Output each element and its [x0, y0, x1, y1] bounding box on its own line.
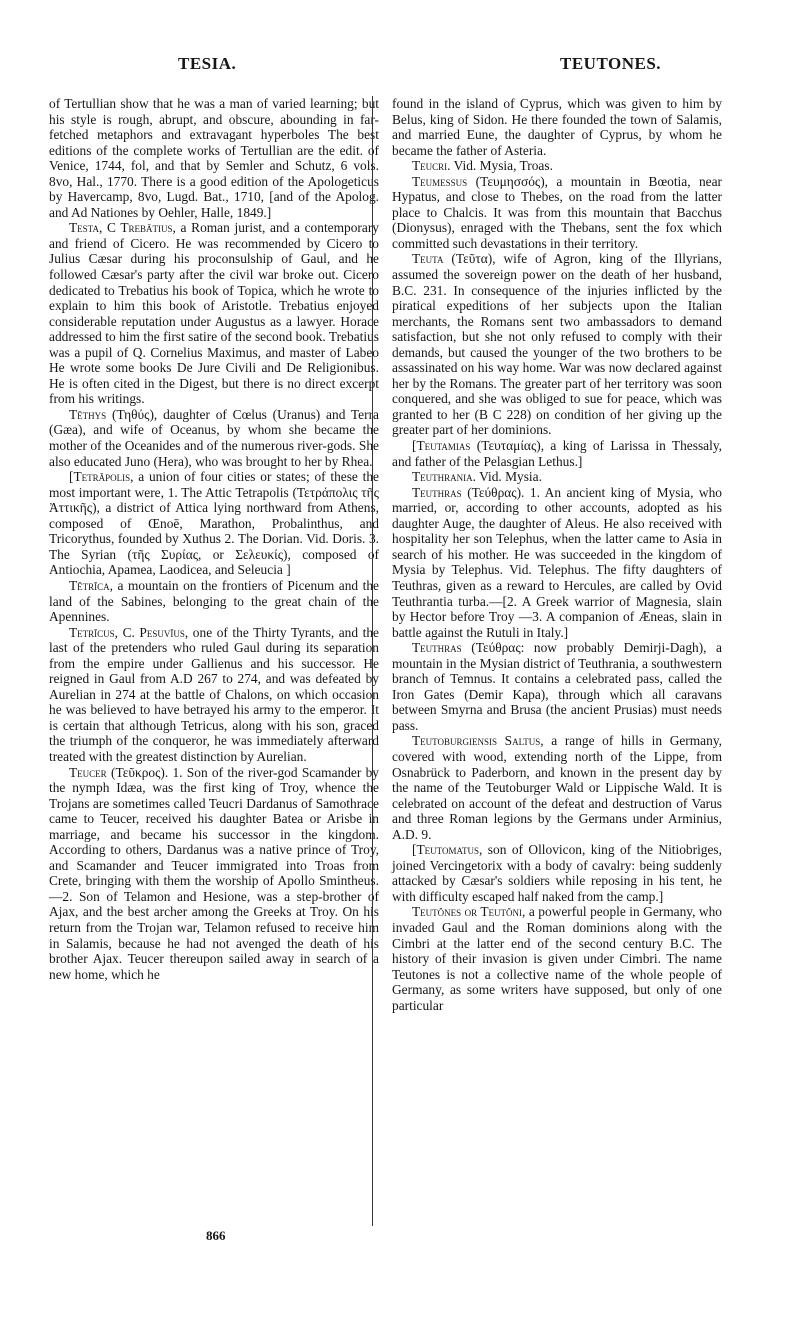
entry-text: (Τηθύς), daughter of Cœlus (Uranus) and Terra (Gæa), and wife of Oceanus, by whom she became the mother of the Oceanides and of the numerous river-gods. She also educated Juno (Hera), who was brought to her by Rhea. — [49, 406, 379, 469]
entry-text: (Τεύθρας). 1. An ancient king of Mysia, who married, or, according to other accounts, adopted as his daughter Auge, the daughter of Aleus. He also received with hospitality her son Telephus, when the latter came to Asia in search of his mother. He was succeeded in the kingdom of Mysia by Telephus. Vid. Telephus. The fifty daughters of Teuthras, given as a reward to Hercules, are called by Ovid Teuthrantia turba.—[2. A Greek warrior of Magnesia, slain by Hector before Troy —3. A companion of Æneas, slain in battle against the Rutuli in Italy.] — [392, 484, 722, 640]
entry-headword: Teutŏnes or Teutŏni, — [412, 904, 526, 920]
entry-text: Vid. Mysia, Troas. — [453, 158, 553, 174]
running-head-right: TEUTONES. — [560, 54, 662, 73]
entry-headword: Tetrĭcus, C. Pesuvĭus, — [69, 624, 189, 640]
entry — [392, 733, 722, 842]
right-column — [392, 96, 722, 1013]
entry — [392, 842, 722, 904]
entry-headword: Teuthras — [412, 640, 462, 656]
entry — [392, 469, 722, 485]
entry — [392, 640, 722, 733]
entry-text: (Τεῦτα), wife of Agron, king of the Illyrians, assumed the sovereign power on the death of her husband, B.C. 231. In consequence of the injuries inflicted by the piratical expeditions of her subjects upon the Italian merchants, the Romans sent two ambassadors to demand satisfaction, but she not only refused to comply with their demands, but caused the younger of the two brothers to be assassinated on his way home. War was now declared against her by the Romans. The greater part of her territory was soon conquered, and she was obliged to sue for peace, which was granted to her (B C 228) on condition of her giving up the greater part of her dominions. — [392, 251, 722, 438]
entry-headword: Teuthras — [412, 484, 462, 500]
entry — [392, 438, 722, 469]
entry-headword: Teucer — [69, 764, 107, 780]
entry-headword: Tĕtrĭca, — [69, 577, 114, 593]
entry-text: found in the island of Cyprus, which was given to him by Belus, king of Sidon. He there founded the town of Salamis, and married Eune, the daughter of Cyprus, by whom he became the father of Asteria. — [392, 96, 722, 158]
running-head-left: TESIA. — [178, 54, 237, 73]
entry — [49, 469, 379, 578]
entry — [392, 251, 722, 438]
entry-text: (Τευταμίας), a king of Larissa in Thessaly, and father of the Pelasgian Lethus.] — [392, 438, 722, 469]
entry — [392, 174, 722, 252]
entry-text: a powerful people in Germany, who invaded Gaul and the Roman dominions along with the Cimbri at the latter end of the second century B.C. The history of their invasion is given under Cimbri. The name Teutones is not a collective name of the whole people of Germany, as some writers have supposed, but only of one particular — [392, 904, 722, 1013]
entry — [392, 158, 722, 174]
entry-text: a Roman jurist, and a contemporary and friend of Cicero. He was recommended by Cicero to Julius Cæsar during his proconsulship of Gaul, and he followed Cæsar's party after the civil war broke out. Cicero dedicated to Trebatius his book of Topica, which he wrote to explain to him this book of Aristotle. Trebatius enjoyed considerable reputation under Augustus as a lawyer. Horace addressed to him the first satire of the second book. Trebatius was a pupil of Q. Cornelius Maximus, and master of Labeo He wrote some books De Jure Civili and De Religionibus. He is often cited in the Digest, but there is no direct excerpt from his writings. — [49, 220, 379, 407]
entry-headword: Tēthys — [69, 406, 107, 422]
entry-text: (Τεύθρας: now probably Demirji-Dagh), a mountain in the Mysian district of Teuthrania, a southwestern branch of Temnus. It contains a celebrated pass, called the Iron Gates (Demir Kapa), through which all caravans between Smyrna and Brusa (the ancient Prusias) must needs pass. — [392, 640, 722, 733]
entry — [392, 904, 722, 1013]
entry — [392, 485, 722, 640]
entry-text: Vid. Mysia. — [479, 469, 542, 485]
entry — [49, 220, 379, 407]
entry-text: of Tertullian show that he was a man of varied learning; but his style is rough, abrupt, and obscure, abounding in far-fetched metaphors and extravagant hyperboles The best editions of the complete works of Tertullian are the edit. of Venice, 1744, fol, and that by Semler and Schutz, 6 vols. 8vo, Hal., 1770. There is a good edition of the Apologeticus by Havercamp, 8vo, Lugd. Bat., 1710, [and of the Apolog. and Ad Nationes by Oehler, Halle, 1849.] — [49, 96, 379, 220]
entry-text: (Τευμησσός), a mountain in Bœotia, near Hypatus, and close to Thebes, on the road from the latter place to Chalcis. It was from this mountain that Bacchus (Dionysus), enraged with the Thebans, sent the fox which committed such devastations in their territory. — [392, 173, 722, 251]
entry — [49, 407, 379, 469]
entry — [49, 578, 379, 625]
entry-text: one of the Thirty Tyrants, and the last of the pretenders who ruled Gaul during its separation from the empire under Gallienus and his successor. He reigned in Gaul from A.D 267 to 274, and was defeated by Aurelian in 274 at the battle of Chalons, on which occasion he was believed to have betrayed his army to the emperor. It is certain that although Tetricus, along with his son, graced the triumph of the conqueror, he was immediately afterward treated with the greatest distinction by Aurelian. — [49, 624, 379, 764]
entry-headword: Teuta — [412, 251, 444, 267]
entry-headword: [Teutamias — [412, 438, 471, 454]
page-number: 866 — [206, 1228, 226, 1243]
left-column — [49, 96, 379, 982]
entry-headword: Teucri. — [412, 158, 451, 174]
entry — [49, 625, 379, 765]
entry-headword: Teutoburgiensis Saltus, — [412, 733, 544, 749]
entry-headword: Teumessus — [412, 173, 468, 189]
column-divider — [372, 96, 373, 1226]
entry — [392, 96, 722, 158]
entry-headword: Testa, C Trebātius, — [69, 220, 176, 236]
entry-text: a union of four cities or states; of these the most important were, 1. The Attic Tetrapolis (Τετράπολις τῆς Ἀττικῆς), a district of Attica lying northward from Athens, composed of Œnoē, Marathon, Probalinthus, and Tricorythus, founded by Xuthus 2. The Dorian. Vid. Doris. 3. The Syrian (τῆς Συρίας, or Σελευκίς), composed of Antiochia, Apamea, Laodicea, and Seleucia ] — [49, 469, 379, 578]
entry-headword: [Teutomatus, — [412, 842, 483, 858]
entry-text: a mountain on the frontiers of Picenum and the land of the Sabines, belonging to the great chain of the Apennines. — [49, 577, 379, 625]
entry-headword: [Tetrăpolis, — [69, 469, 134, 485]
entry-text: a range of hills in Germany, covered with wood, extending north of the Lippe, from Osnabrück to Paderborn, and known in the present day by the name of the Teutoburger Wald or Lippische Wald. It is celebrated on account of the defeat and destruction of Varus and three Roman legions by the Germans under Arminius, A.D. 9. — [392, 733, 722, 842]
entry-headword: Teuthrania. — [412, 469, 477, 485]
entry — [49, 765, 379, 983]
entry-text: (Τεῦκρος). 1. Son of the river-god Scamander by the nymph Idæa, was the first king of Troy, whence the Trojans are sometimes called Teucri Dardanus of Samothrace came to Teucer, received his daughter Batea or Arisbe in marriage, and became his successor in the kingdom. According to others, Dardanus was a native prince of Troy, and Scamander and Teucer immigrated into Troas from Crete, bringing with them the worship of Apollo Smintheus.—2. Son of Telamon and Hesione, was a step-brother of Ajax, and the best archer among the Greeks at Troy. On his return from the Trojan war, Telamon refused to receive him in Salamis, because he had not avenged the death of his brother Ajax. Teucer thereupon sailed away in search of a new home, which he — [49, 764, 379, 982]
entry-text: son of Ollovicon, king of the Nitiobriges, joined Vercingetorix with a body of cavalry: being suddenly attacked by Cæsar's soldiers while reposing in his tent, he with difficulty escaped half naked from the camp.] — [392, 842, 722, 904]
entry — [49, 96, 379, 220]
